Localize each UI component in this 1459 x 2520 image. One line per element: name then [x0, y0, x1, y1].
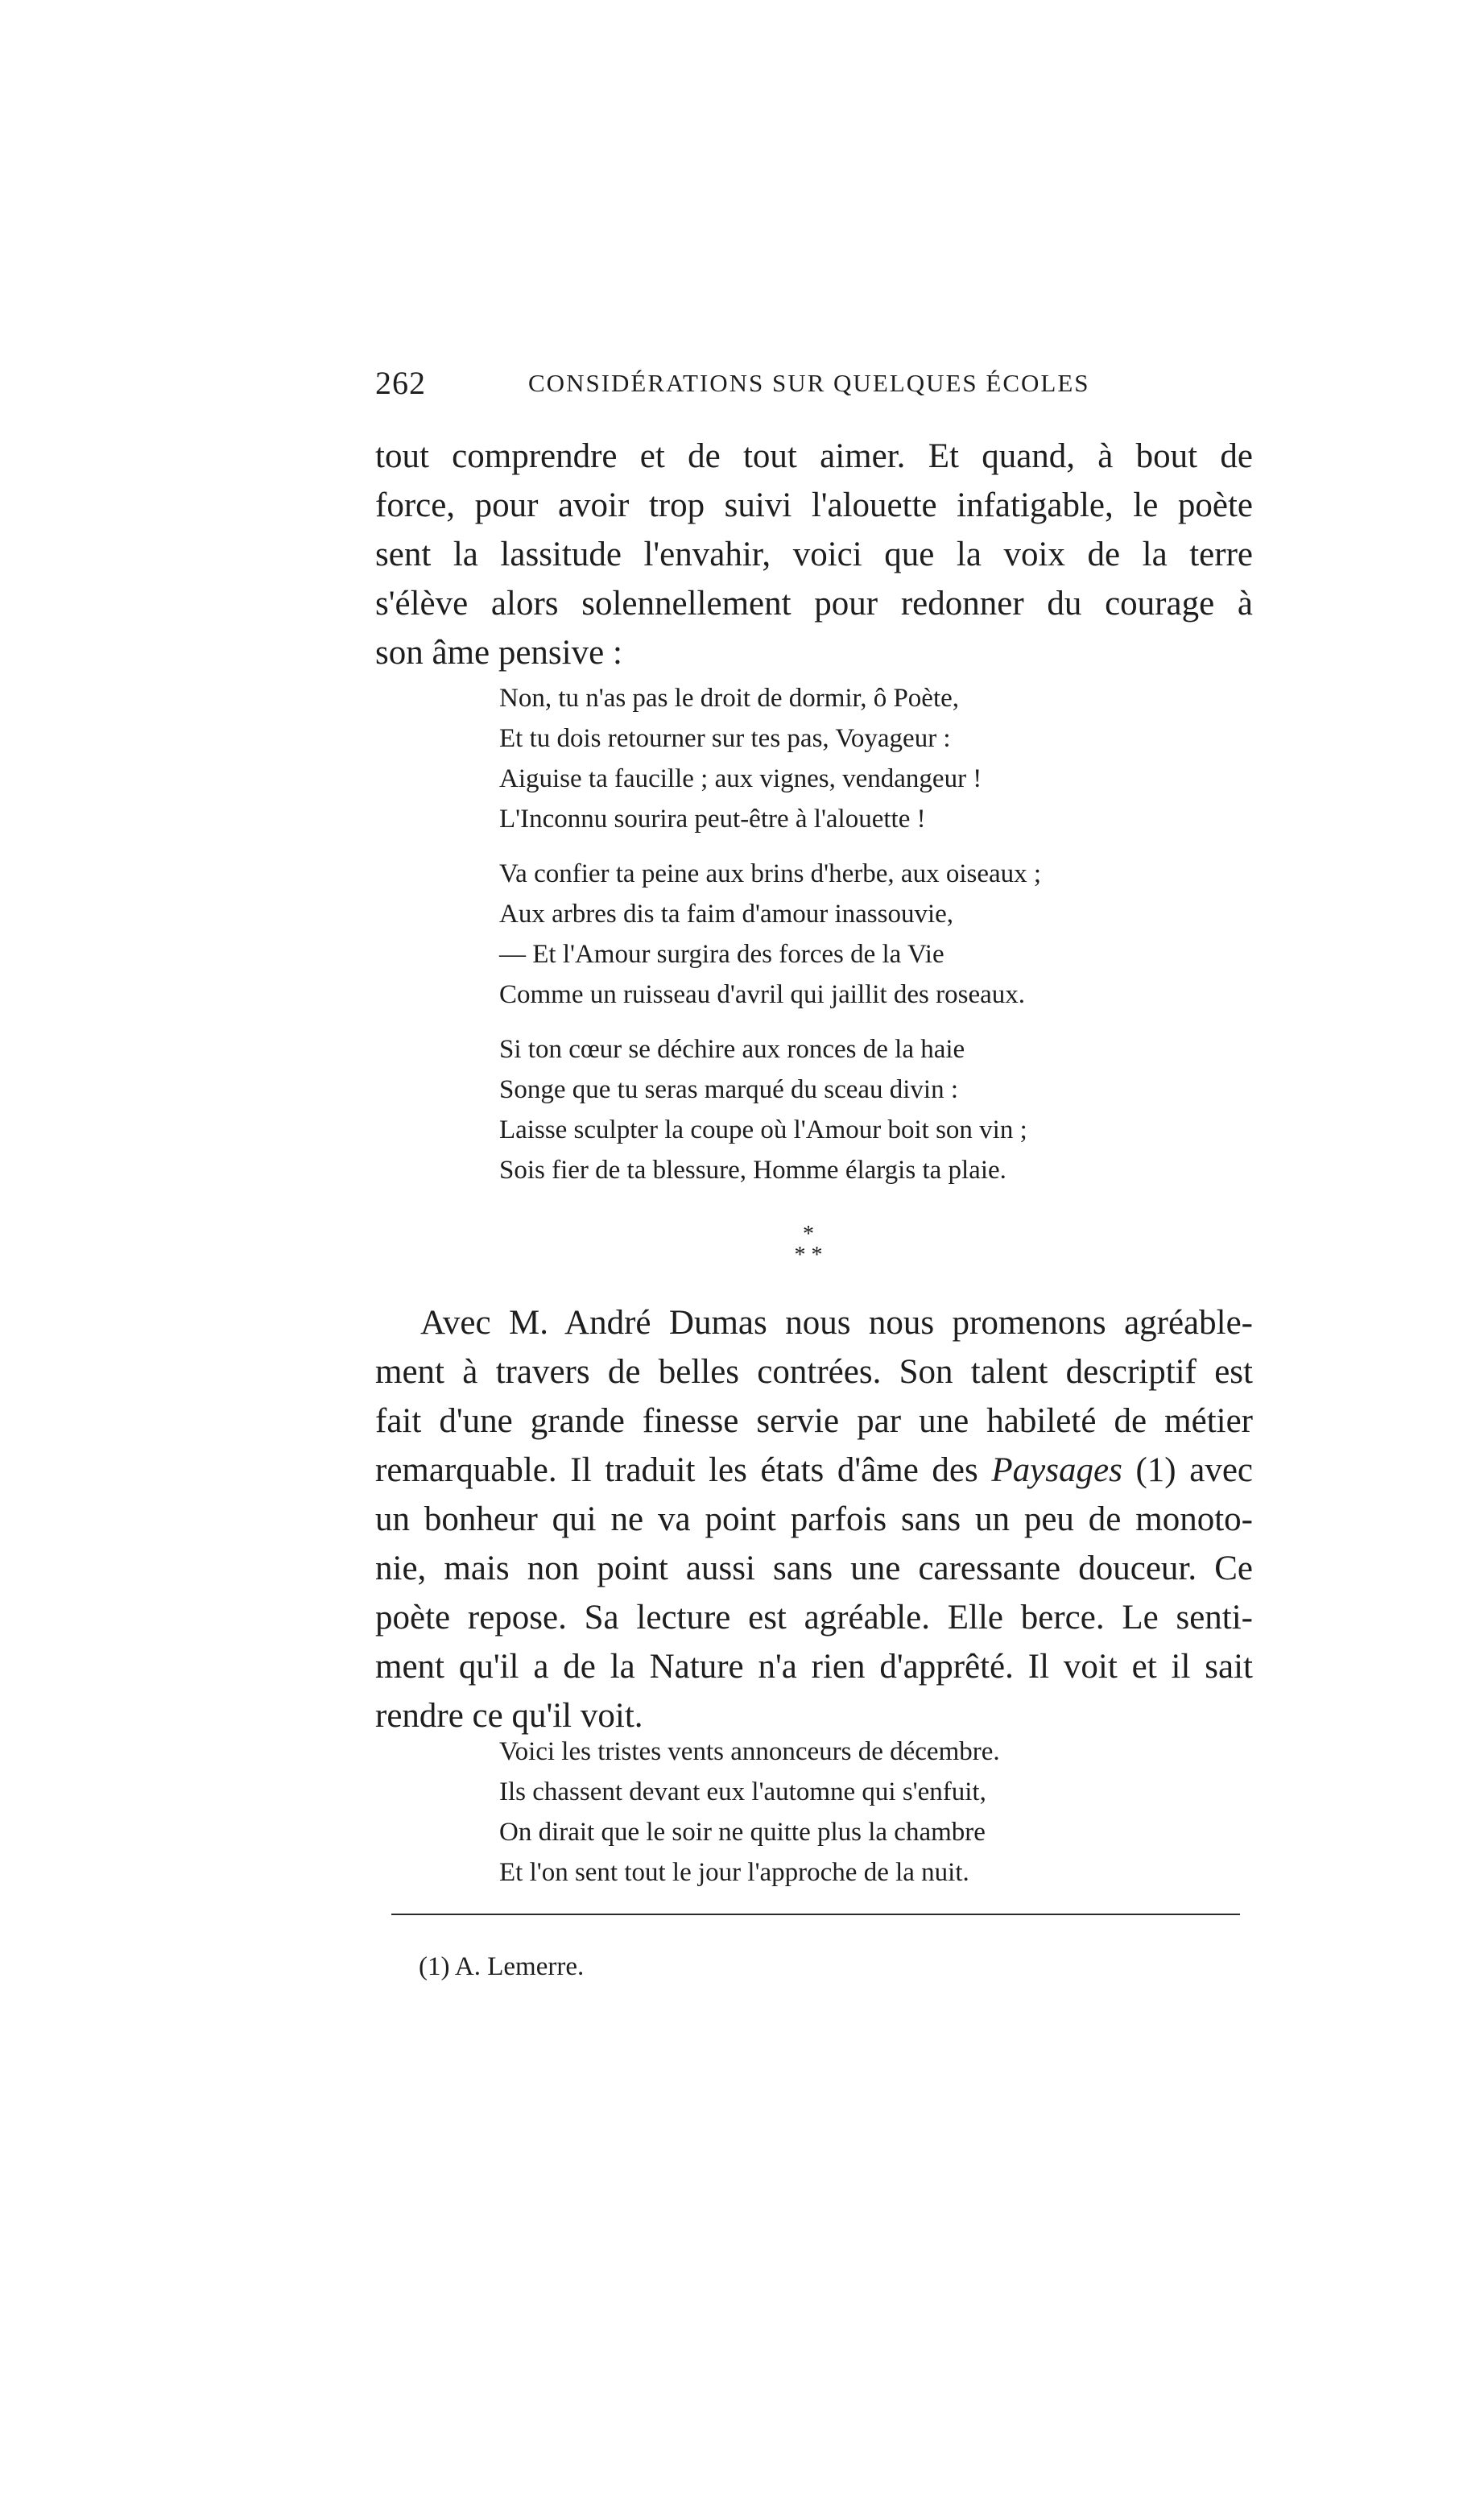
text-line: sent la lassitude l'envahir, voici que la voix de la terre	[375, 536, 1253, 573]
page-number: 262	[375, 365, 426, 401]
text-segment: remarquable. Il traduit les états d'âme des	[375, 1451, 992, 1489]
text-line: s'élève alors solennellement pour redonner du courage à	[375, 585, 1253, 623]
verse-line: Voici les tristes vents annonceurs de décembre.	[499, 1737, 1000, 1766]
footnote-reference: (1) avec	[1122, 1451, 1253, 1489]
text-line-with-title	[375, 1446, 1253, 1495]
verse-line: Et tu dois retourner sur tes pas, Voyageur :	[499, 724, 951, 753]
asterism-bottom: * *	[794, 1243, 823, 1268]
stanza	[499, 854, 1041, 1015]
text-line: poète repose. Sa lecture est agréable. Elle berce. Le senti-	[375, 1599, 1253, 1637]
text-line: fait d'une grande finesse servie par une habileté de métier	[375, 1402, 1253, 1440]
text-line: force, pour avoir trop suivi l'alouette infatigable, le poète	[375, 486, 1253, 524]
section-asterism	[776, 1224, 841, 1266]
text-line: son âme pensive :	[375, 634, 622, 672]
verse-line: Laisse sculpter la coupe où l'Amour boit son vin ;	[499, 1115, 1027, 1144]
text-line: rendre ce qu'il voit.	[375, 1697, 643, 1735]
page-header	[375, 364, 1253, 412]
verse-line: L'Inconnu sourira peut-être à l'alouette !	[499, 805, 926, 834]
stanza	[499, 678, 1041, 839]
text-line: ment à travers de belles contrées. Son talent descriptif est	[375, 1353, 1253, 1391]
book-title-paysages: Paysages	[991, 1451, 1122, 1489]
paragraph-continuation	[375, 432, 1253, 677]
paragraph-andre-dumas	[375, 1298, 1253, 1740]
poem-earth-voice	[499, 678, 1041, 1205]
text-line: nie, mais non point aussi sans une caressante douceur. Ce	[375, 1550, 1253, 1587]
verse-line: Ils chassent devant eux l'automne qui s'enfuit,	[499, 1777, 986, 1806]
running-title: CONSIDÉRATIONS SUR QUELQUES ÉCOLES	[528, 369, 1090, 397]
verse-line: Songe que tu seras marqué du sceau divin :	[499, 1075, 959, 1104]
verse-line: Va confier ta peine aux brins d'herbe, aux oiseaux ;	[499, 859, 1042, 888]
verse-line: Si ton cœur se déchire aux ronces de la haie	[499, 1035, 965, 1064]
verse-line: Non, tu n'as pas le droit de dormir, ô Poète,	[499, 684, 960, 713]
verse-line: Aiguise ta faucille ; aux vignes, vendangeur !	[499, 764, 982, 793]
asterism-top: *	[803, 1222, 814, 1247]
footnote: (1) A. Lemerre.	[419, 1952, 585, 1981]
stanza	[499, 1029, 1041, 1190]
text-line: ment qu'il a de la Nature n'a rien d'apprêté. Il voit et il sait	[375, 1648, 1253, 1686]
text-line: Avec M. André Dumas nous nous promenons agréable-	[420, 1304, 1253, 1342]
text-line: tout comprendre et de tout aimer. Et quand, à bout de	[375, 437, 1253, 475]
verse-line: Sois fier de ta blessure, Homme élargis ta plaie.	[499, 1156, 1006, 1185]
verse-line: Aux arbres dis ta faim d'amour inassouvie,	[499, 900, 954, 929]
poem-december-winds	[499, 1732, 1000, 1893]
verse-line: — Et l'Amour surgira des forces de la Vie	[499, 940, 944, 969]
footnote-divider	[391, 1914, 1240, 1915]
text-line: un bonheur qui ne va point parfois sans un peu de monoto-	[375, 1500, 1253, 1538]
verse-line: Et l'on sent tout le jour l'approche de la nuit.	[499, 1858, 969, 1887]
verse-line: On dirait que le soir ne quitte plus la chambre	[499, 1818, 986, 1847]
verse-line: Comme un ruisseau d'avril qui jaillit des roseaux.	[499, 980, 1025, 1009]
